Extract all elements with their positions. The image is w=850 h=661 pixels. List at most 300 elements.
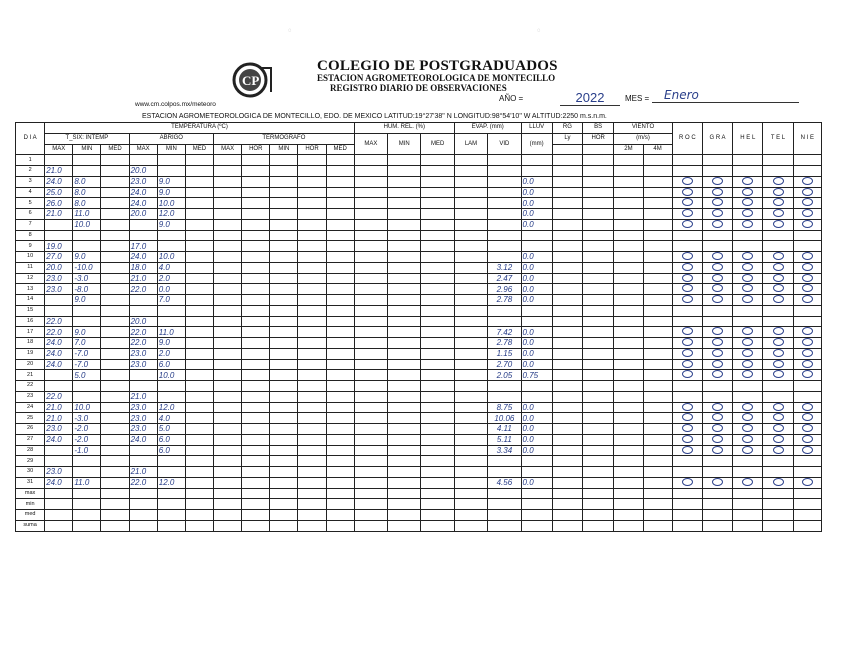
blank-cell[interactable] — [214, 424, 242, 435]
blank-cell[interactable] — [157, 510, 185, 521]
tsix-med-cell[interactable] — [101, 305, 129, 316]
tsix-min-cell[interactable]: -2.0 — [73, 434, 101, 445]
blank-cell[interactable] — [643, 520, 672, 531]
phenomenon-cell[interactable] — [763, 477, 793, 488]
blank-cell[interactable] — [552, 477, 582, 488]
blank-cell[interactable] — [421, 338, 454, 349]
blank-cell[interactable] — [614, 327, 643, 338]
blank-cell[interactable] — [552, 262, 582, 273]
abrigo-min-cell[interactable]: 12.0 — [157, 477, 185, 488]
blank-cell[interactable] — [793, 488, 821, 499]
blank-cell[interactable] — [185, 402, 213, 413]
abrigo-max-cell[interactable]: 21.0 — [129, 391, 157, 402]
blank-cell[interactable] — [270, 477, 298, 488]
blank-cell[interactable] — [298, 219, 326, 230]
phenomenon-cell[interactable] — [672, 219, 702, 230]
phenomenon-cell[interactable] — [672, 284, 702, 295]
blank-cell[interactable] — [552, 316, 582, 327]
blank-cell[interactable] — [454, 198, 487, 209]
blank-cell[interactable] — [354, 434, 387, 445]
blank-cell[interactable] — [614, 166, 643, 177]
abrigo-min-cell[interactable] — [157, 381, 185, 392]
tsix-max-cell[interactable]: 24.0 — [45, 176, 73, 187]
blank-cell[interactable] — [129, 520, 157, 531]
phenomenon-cell[interactable] — [733, 445, 763, 456]
blank-cell[interactable] — [45, 499, 73, 510]
phenomenon-cell[interactable] — [702, 413, 732, 424]
blank-cell[interactable] — [583, 510, 614, 521]
blank-cell[interactable] — [583, 316, 614, 327]
tsix-min-cell[interactable]: 9.0 — [73, 327, 101, 338]
evap-vid-cell[interactable]: 4.11 — [488, 424, 521, 435]
blank-cell[interactable] — [326, 424, 354, 435]
blank-cell[interactable] — [583, 520, 614, 531]
abrigo-max-cell[interactable]: 22.0 — [129, 284, 157, 295]
blank-cell[interactable] — [185, 381, 213, 392]
blank-cell[interactable] — [326, 262, 354, 273]
abrigo-min-cell[interactable]: 10.0 — [157, 370, 185, 381]
blank-cell[interactable] — [185, 230, 213, 241]
blank-cell[interactable] — [552, 467, 582, 478]
blank-cell[interactable] — [214, 295, 242, 306]
blank-cell[interactable] — [185, 198, 213, 209]
phenomenon-cell[interactable] — [672, 434, 702, 445]
phenomenon-cell[interactable] — [763, 381, 793, 392]
tsix-med-cell[interactable] — [101, 273, 129, 284]
blank-cell[interactable] — [643, 166, 672, 177]
blank-cell[interactable] — [214, 198, 242, 209]
blank-cell[interactable] — [583, 456, 614, 467]
phenomenon-cell[interactable] — [793, 467, 821, 478]
blank-cell[interactable] — [326, 198, 354, 209]
blank-cell[interactable] — [643, 338, 672, 349]
tsix-max-cell[interactable]: 23.0 — [45, 467, 73, 478]
blank-cell[interactable] — [326, 187, 354, 198]
blank-cell[interactable] — [454, 456, 487, 467]
tsix-max-cell[interactable]: 21.0 — [45, 413, 73, 424]
blank-cell[interactable] — [388, 187, 421, 198]
blank-cell[interactable] — [421, 155, 454, 166]
tsix-max-cell[interactable] — [45, 155, 73, 166]
blank-cell[interactable] — [583, 327, 614, 338]
blank-cell[interactable] — [270, 359, 298, 370]
blank-cell[interactable] — [388, 499, 421, 510]
blank-cell[interactable] — [298, 155, 326, 166]
phenomenon-cell[interactable] — [672, 348, 702, 359]
phenomenon-cell[interactable] — [733, 230, 763, 241]
phenomenon-cell[interactable] — [793, 391, 821, 402]
blank-cell[interactable] — [185, 510, 213, 521]
phenomenon-cell[interactable] — [763, 359, 793, 370]
phenomenon-cell[interactable] — [702, 305, 732, 316]
tsix-med-cell[interactable] — [101, 316, 129, 327]
blank-cell[interactable] — [521, 499, 552, 510]
blank-cell[interactable] — [326, 391, 354, 402]
blank-cell[interactable] — [270, 467, 298, 478]
phenomenon-cell[interactable] — [793, 456, 821, 467]
blank-cell[interactable] — [298, 284, 326, 295]
phenomenon-cell[interactable] — [763, 155, 793, 166]
abrigo-min-cell[interactable] — [157, 155, 185, 166]
blank-cell[interactable] — [354, 166, 387, 177]
blank-cell[interactable] — [354, 510, 387, 521]
evap-vid-cell[interactable] — [488, 467, 521, 478]
phenomenon-cell[interactable] — [702, 359, 732, 370]
phenomenon-cell[interactable] — [702, 424, 732, 435]
blank-cell[interactable] — [270, 241, 298, 252]
blank-cell[interactable] — [583, 262, 614, 273]
phenomenon-cell[interactable] — [672, 445, 702, 456]
blank-cell[interactable] — [73, 510, 101, 521]
rain-cell[interactable]: 0.0 — [521, 424, 552, 435]
blank-cell[interactable] — [185, 391, 213, 402]
blank-cell[interactable] — [421, 262, 454, 273]
blank-cell[interactable] — [298, 445, 326, 456]
blank-cell[interactable] — [552, 198, 582, 209]
phenomenon-cell[interactable] — [763, 305, 793, 316]
tsix-med-cell[interactable] — [101, 424, 129, 435]
abrigo-max-cell[interactable]: 23.0 — [129, 424, 157, 435]
phenomenon-cell[interactable] — [672, 262, 702, 273]
blank-cell[interactable] — [298, 456, 326, 467]
blank-cell[interactable] — [583, 445, 614, 456]
blank-cell[interactable] — [614, 467, 643, 478]
phenomenon-cell[interactable] — [763, 262, 793, 273]
blank-cell[interactable] — [643, 241, 672, 252]
rain-cell[interactable]: 0.0 — [521, 252, 552, 263]
tsix-min-cell[interactable]: 7.0 — [73, 338, 101, 349]
tsix-min-cell[interactable] — [73, 391, 101, 402]
abrigo-max-cell[interactable] — [129, 370, 157, 381]
tsix-max-cell[interactable] — [45, 305, 73, 316]
phenomenon-cell[interactable] — [672, 155, 702, 166]
blank-cell[interactable] — [552, 230, 582, 241]
blank-cell[interactable] — [326, 434, 354, 445]
rain-cell[interactable]: 0.0 — [521, 445, 552, 456]
blank-cell[interactable] — [388, 338, 421, 349]
phenomenon-cell[interactable] — [733, 305, 763, 316]
phenomenon-cell[interactable] — [763, 348, 793, 359]
blank-cell[interactable] — [552, 284, 582, 295]
abrigo-min-cell[interactable] — [157, 391, 185, 402]
blank-cell[interactable] — [242, 488, 270, 499]
evap-vid-cell[interactable] — [488, 456, 521, 467]
blank-cell[interactable] — [454, 359, 487, 370]
blank-cell[interactable] — [298, 316, 326, 327]
blank-cell[interactable] — [614, 424, 643, 435]
tsix-max-cell[interactable]: 22.0 — [45, 316, 73, 327]
phenomenon-cell[interactable] — [702, 391, 732, 402]
evap-vid-cell[interactable]: 10.06 — [488, 413, 521, 424]
blank-cell[interactable] — [214, 467, 242, 478]
blank-cell[interactable] — [270, 305, 298, 316]
blank-cell[interactable] — [214, 413, 242, 424]
abrigo-min-cell[interactable]: 9.0 — [157, 338, 185, 349]
blank-cell[interactable] — [214, 456, 242, 467]
blank-cell[interactable] — [643, 155, 672, 166]
blank-cell[interactable] — [298, 477, 326, 488]
tsix-min-cell[interactable]: 8.0 — [73, 176, 101, 187]
tsix-min-cell[interactable] — [73, 155, 101, 166]
blank-cell[interactable] — [214, 316, 242, 327]
rain-cell[interactable] — [521, 456, 552, 467]
blank-cell[interactable] — [614, 295, 643, 306]
blank-cell[interactable] — [421, 273, 454, 284]
phenomenon-cell[interactable] — [672, 477, 702, 488]
blank-cell[interactable] — [421, 434, 454, 445]
phenomenon-cell[interactable] — [793, 413, 821, 424]
phenomenon-cell[interactable] — [763, 230, 793, 241]
blank-cell[interactable] — [354, 327, 387, 338]
blank-cell[interactable] — [354, 456, 387, 467]
blank-cell[interactable] — [421, 348, 454, 359]
abrigo-min-cell[interactable]: 5.0 — [157, 424, 185, 435]
abrigo-max-cell[interactable]: 20.0 — [129, 209, 157, 220]
phenomenon-cell[interactable] — [763, 413, 793, 424]
blank-cell[interactable] — [454, 316, 487, 327]
blank-cell[interactable] — [214, 499, 242, 510]
blank-cell[interactable] — [242, 456, 270, 467]
blank-cell[interactable] — [388, 510, 421, 521]
tsix-max-cell[interactable] — [45, 370, 73, 381]
blank-cell[interactable] — [552, 176, 582, 187]
blank-cell[interactable] — [421, 176, 454, 187]
abrigo-max-cell[interactable]: 23.0 — [129, 359, 157, 370]
blank-cell[interactable] — [354, 445, 387, 456]
blank-cell[interactable] — [270, 413, 298, 424]
phenomenon-cell[interactable] — [702, 284, 732, 295]
blank-cell[interactable] — [214, 230, 242, 241]
blank-cell[interactable] — [214, 219, 242, 230]
blank-cell[interactable] — [454, 467, 487, 478]
blank-cell[interactable] — [583, 381, 614, 392]
blank-cell[interactable] — [733, 520, 763, 531]
abrigo-min-cell[interactable]: 7.0 — [157, 295, 185, 306]
blank-cell[interactable] — [242, 327, 270, 338]
blank-cell[interactable] — [454, 520, 487, 531]
blank-cell[interactable] — [242, 230, 270, 241]
tsix-med-cell[interactable] — [101, 219, 129, 230]
abrigo-max-cell[interactable]: 20.0 — [129, 166, 157, 177]
blank-cell[interactable] — [326, 241, 354, 252]
tsix-max-cell[interactable]: 24.0 — [45, 338, 73, 349]
blank-cell[interactable] — [185, 273, 213, 284]
blank-cell[interactable] — [421, 381, 454, 392]
tsix-max-cell[interactable] — [45, 230, 73, 241]
blank-cell[interactable] — [388, 520, 421, 531]
blank-cell[interactable] — [354, 155, 387, 166]
phenomenon-cell[interactable] — [793, 381, 821, 392]
blank-cell[interactable] — [354, 413, 387, 424]
phenomenon-cell[interactable] — [733, 209, 763, 220]
blank-cell[interactable] — [270, 510, 298, 521]
evap-vid-cell[interactable] — [488, 305, 521, 316]
phenomenon-cell[interactable] — [702, 176, 732, 187]
blank-cell[interactable] — [643, 273, 672, 284]
blank-cell[interactable] — [242, 499, 270, 510]
abrigo-min-cell[interactable]: 4.0 — [157, 413, 185, 424]
blank-cell[interactable] — [763, 488, 793, 499]
blank-cell[interactable] — [354, 467, 387, 478]
phenomenon-cell[interactable] — [733, 456, 763, 467]
blank-cell[interactable] — [614, 187, 643, 198]
phenomenon-cell[interactable] — [793, 273, 821, 284]
abrigo-max-cell[interactable]: 22.0 — [129, 327, 157, 338]
blank-cell[interactable] — [185, 176, 213, 187]
blank-cell[interactable] — [270, 424, 298, 435]
blank-cell[interactable] — [214, 327, 242, 338]
phenomenon-cell[interactable] — [793, 434, 821, 445]
blank-cell[interactable] — [242, 413, 270, 424]
blank-cell[interactable] — [185, 252, 213, 263]
blank-cell[interactable] — [214, 445, 242, 456]
tsix-min-cell[interactable]: 11.0 — [73, 477, 101, 488]
rain-cell[interactable]: 0.0 — [521, 176, 552, 187]
blank-cell[interactable] — [421, 359, 454, 370]
blank-cell[interactable] — [672, 520, 702, 531]
blank-cell[interactable] — [552, 381, 582, 392]
blank-cell[interactable] — [454, 187, 487, 198]
month-field[interactable]: Enero — [652, 88, 799, 103]
blank-cell[interactable] — [614, 252, 643, 263]
phenomenon-cell[interactable] — [702, 477, 732, 488]
blank-cell[interactable] — [583, 295, 614, 306]
phenomenon-cell[interactable] — [733, 295, 763, 306]
phenomenon-cell[interactable] — [793, 370, 821, 381]
rain-cell[interactable]: 0.0 — [521, 209, 552, 220]
tsix-max-cell[interactable]: 19.0 — [45, 241, 73, 252]
rain-cell[interactable]: 0.0 — [521, 434, 552, 445]
blank-cell[interactable] — [326, 295, 354, 306]
abrigo-max-cell[interactable] — [129, 381, 157, 392]
blank-cell[interactable] — [583, 305, 614, 316]
blank-cell[interactable] — [454, 262, 487, 273]
blank-cell[interactable] — [326, 327, 354, 338]
blank-cell[interactable] — [354, 187, 387, 198]
blank-cell[interactable] — [185, 424, 213, 435]
blank-cell[interactable] — [388, 198, 421, 209]
tsix-max-cell[interactable]: 24.0 — [45, 477, 73, 488]
blank-cell[interactable] — [298, 381, 326, 392]
evap-vid-cell[interactable]: 2.70 — [488, 359, 521, 370]
blank-cell[interactable] — [552, 252, 582, 263]
blank-cell[interactable] — [552, 305, 582, 316]
tsix-med-cell[interactable] — [101, 166, 129, 177]
phenomenon-cell[interactable] — [793, 348, 821, 359]
blank-cell[interactable] — [73, 488, 101, 499]
phenomenon-cell[interactable] — [672, 209, 702, 220]
blank-cell[interactable] — [214, 262, 242, 273]
tsix-max-cell[interactable]: 23.0 — [45, 273, 73, 284]
blank-cell[interactable] — [270, 402, 298, 413]
tsix-min-cell[interactable]: -3.0 — [73, 413, 101, 424]
tsix-min-cell[interactable] — [73, 305, 101, 316]
abrigo-min-cell[interactable]: 12.0 — [157, 209, 185, 220]
phenomenon-cell[interactable] — [793, 424, 821, 435]
evap-vid-cell[interactable] — [488, 252, 521, 263]
phenomenon-cell[interactable] — [763, 467, 793, 478]
blank-cell[interactable] — [454, 402, 487, 413]
phenomenon-cell[interactable] — [733, 198, 763, 209]
abrigo-min-cell[interactable] — [157, 166, 185, 177]
blank-cell[interactable] — [326, 445, 354, 456]
blank-cell[interactable] — [583, 166, 614, 177]
phenomenon-cell[interactable] — [793, 477, 821, 488]
phenomenon-cell[interactable] — [672, 391, 702, 402]
rain-cell[interactable]: 0.0 — [521, 402, 552, 413]
blank-cell[interactable] — [583, 284, 614, 295]
blank-cell[interactable] — [388, 488, 421, 499]
blank-cell[interactable] — [242, 284, 270, 295]
blank-cell[interactable] — [354, 176, 387, 187]
phenomenon-cell[interactable] — [733, 424, 763, 435]
blank-cell[interactable] — [298, 467, 326, 478]
blank-cell[interactable] — [454, 434, 487, 445]
blank-cell[interactable] — [643, 381, 672, 392]
tsix-max-cell[interactable]: 22.0 — [45, 391, 73, 402]
blank-cell[interactable] — [388, 434, 421, 445]
tsix-max-cell[interactable]: 26.0 — [45, 198, 73, 209]
blank-cell[interactable] — [214, 209, 242, 220]
blank-cell[interactable] — [552, 166, 582, 177]
tsix-med-cell[interactable] — [101, 155, 129, 166]
blank-cell[interactable] — [214, 348, 242, 359]
blank-cell[interactable] — [242, 391, 270, 402]
blank-cell[interactable] — [614, 434, 643, 445]
phenomenon-cell[interactable] — [793, 155, 821, 166]
blank-cell[interactable] — [242, 370, 270, 381]
tsix-med-cell[interactable] — [101, 348, 129, 359]
blank-cell[interactable] — [298, 176, 326, 187]
blank-cell[interactable] — [185, 467, 213, 478]
blank-cell[interactable] — [614, 381, 643, 392]
blank-cell[interactable] — [552, 273, 582, 284]
phenomenon-cell[interactable] — [672, 316, 702, 327]
blank-cell[interactable] — [298, 499, 326, 510]
phenomenon-cell[interactable] — [763, 284, 793, 295]
abrigo-min-cell[interactable]: 4.0 — [157, 262, 185, 273]
abrigo-min-cell[interactable] — [157, 241, 185, 252]
phenomenon-cell[interactable] — [702, 198, 732, 209]
phenomenon-cell[interactable] — [763, 209, 793, 220]
blank-cell[interactable] — [421, 520, 454, 531]
phenomenon-cell[interactable] — [672, 338, 702, 349]
blank-cell[interactable] — [454, 166, 487, 177]
blank-cell[interactable] — [614, 305, 643, 316]
phenomenon-cell[interactable] — [672, 295, 702, 306]
evap-vid-cell[interactable] — [488, 381, 521, 392]
abrigo-min-cell[interactable]: 12.0 — [157, 402, 185, 413]
blank-cell[interactable] — [643, 305, 672, 316]
evap-vid-cell[interactable]: 2.05 — [488, 370, 521, 381]
phenomenon-cell[interactable] — [793, 445, 821, 456]
blank-cell[interactable] — [583, 488, 614, 499]
phenomenon-cell[interactable] — [672, 273, 702, 284]
year-field[interactable]: 2022 — [560, 90, 620, 106]
blank-cell[interactable] — [454, 424, 487, 435]
blank-cell[interactable] — [388, 230, 421, 241]
blank-cell[interactable] — [354, 241, 387, 252]
evap-vid-cell[interactable]: 2.78 — [488, 295, 521, 306]
blank-cell[interactable] — [214, 370, 242, 381]
blank-cell[interactable] — [643, 219, 672, 230]
blank-cell[interactable] — [583, 338, 614, 349]
phenomenon-cell[interactable] — [793, 241, 821, 252]
phenomenon-cell[interactable] — [672, 359, 702, 370]
blank-cell[interactable] — [552, 434, 582, 445]
phenomenon-cell[interactable] — [763, 370, 793, 381]
phenomenon-cell[interactable] — [763, 424, 793, 435]
